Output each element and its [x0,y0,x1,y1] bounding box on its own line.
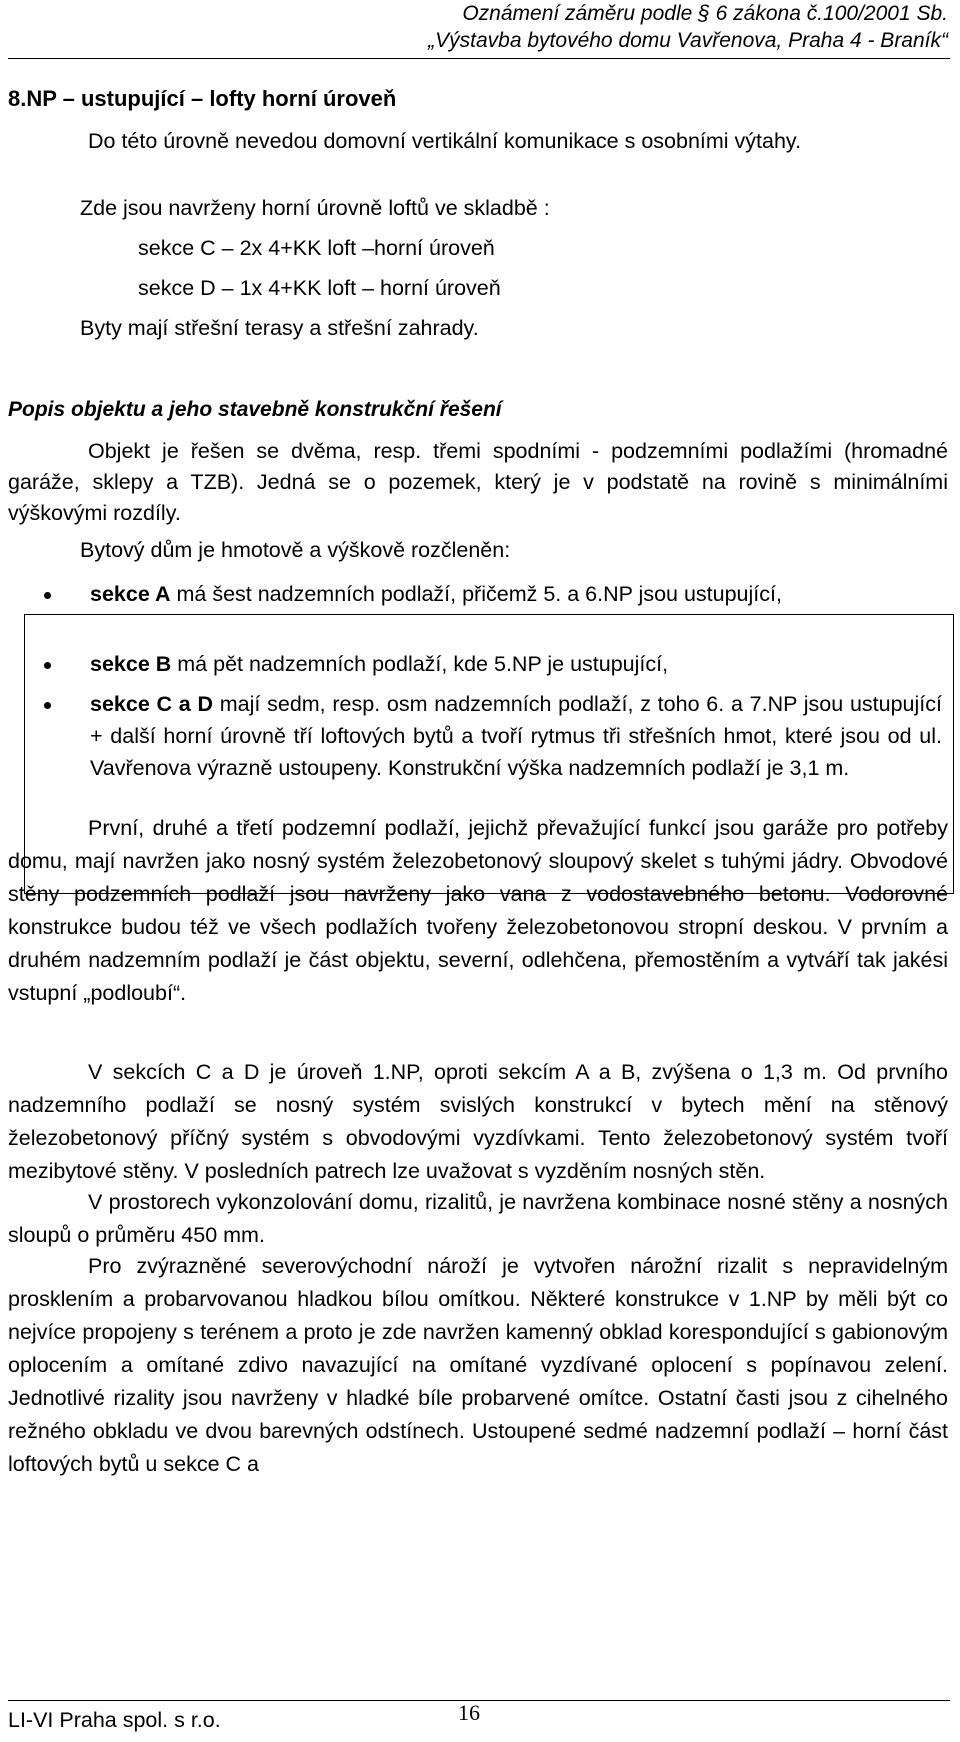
paragraph-cantilever: V prostorech vykonzolování domu, rizalitů, je navržena kombinace nosné stěny a nosných sloupů o průměru 450 mm. [8,1190,948,1247]
section-cd-label: sekce C a D [90,692,214,716]
section-a-label: sekce A [90,582,171,606]
bullet-section-b [90,648,942,680]
bullet-section-cd [90,688,942,784]
section-cd-text: mají sedm, resp. osm nadzemních podlaží, z toho 6. a 7.NP jsou ustupující + další horní úrovně tří loftových bytů a tvoří rytmus tři střešních hmot, které jsou od ul. Vavřenova výrazně ustoupeny. Konstrukční výška nadzemních podlaží je 3,1 m. [90,692,942,780]
header-line-2: „Výstavba bytového domu Vavřenova, Praha 4 - Braník“ [428,29,948,52]
page-number: 16 [458,1700,480,1725]
paragraph-underground: První, druhé a třetí podzemní podlaží, jejichž převažující funkcí jsou garáže pro potřeby domu, mají navržen jako nosný systém železobetonový sloupový skelet s tuhými jádry. Obvodové stěny podzemních podlaží jsou navrženy jako vana z vodostavebného betonu. Vodorovné konstrukce budou též ve všech podlažích tvořeny železobetonovou stropní deskou. V prvním a druhém nadzemním podlaží je část objektu, severní, odlehčena, přemostěním a vytváří tak jakési vstupní „podloubí“. [8,816,948,1005]
section-heading-8np: 8.NP – ustupující – lofty horní úroveň [8,86,397,111]
bullet-section-a [90,578,942,610]
bullet-icon [44,702,51,709]
header-rule [8,58,950,59]
bullet-icon [44,662,51,669]
section-a-text: má šest nadzemních podlaží, přičemž 5. a 6.NP jsou ustupující, [170,582,782,606]
loft-item-c: sekce C – 2x 4+KK loft –horní úroveň [138,236,495,260]
section-heading-description: Popis objektu a jeho stavebně konstrukční řešení [8,398,502,421]
loft-intro: Zde jsou navrženy horní úrovně loftů ve skladbě : [80,196,550,220]
section-b-text: má pět nadzemních podlaží, kde 5.NP je ustupující, [171,652,669,676]
paragraph-no-lifts: Do této úrovně nevedou domovní vertikální komunikace s osobními výtahy. [88,129,802,153]
paragraph-sections-cd: V sekcích C a D je úroveň 1.NP, oproti sekcím A a B, zvýšena o 1,3 m. Od prvního nadzemního podlaží se nosný systém svislých konstrukcí v bytech mění na stěnový železobetonový příčný systém s obvodovými vyzdívkami. Tento železobetonový systém tvoří mezibytové stěny. V posledních patrech lze uvažovat s vyzděním nosných stěn. [8,1060,948,1183]
division-intro: Bytový dům je hmotově a výškově rozčleněn: [80,538,511,562]
bullet-icon [44,592,51,599]
roof-terraces-text: Byty mají střešní terasy a střešní zahrady. [80,316,479,340]
page-header [428,0,948,54]
section-b-label: sekce B [90,652,172,676]
loft-item-d: sekce D – 1x 4+KK loft – horní úroveň [138,276,501,300]
paragraph-corner-risalit: Pro zvýrazněné severovýchodní nároží je vytvořen nárožní rizalit s nepravidelným prosklením a probarvovanou hladkou bílou omítkou. Některé konstrukce v 1.NP by měli být co nejvíce propojeny s terénem a proto je zde navržen kamenný obklad korespondující s gabionovým oplocením a omítané zdivo navazující na omítané vyzdívané oplocení s popínavou zelení. Jednotlivé rizality jsou navrženy v hladké bíle probarvené omítce. Ostatní časti jsou z cihelného režného obkladu ve dvou barevných odstínech. Ustoupené sedmé nadzemní podlaží – horní část loftových bytů u sekce C a [8,1254,948,1476]
header-line-1: Oznámení záměru podle § 6 zákona č.100/2001 Sb. [462,2,948,25]
paragraph-object: Objekt je řešen se dvěma, resp. třemi spodními - podzemními podlažími (hromadné garáže, sklepy a TZB). Jedná se o pozemek, který je v podstatě na rovině s minimálními výškovými rozdíly. [8,439,948,525]
footer-company: LI-VI Praha spol. s r.o. [8,1708,221,1732]
